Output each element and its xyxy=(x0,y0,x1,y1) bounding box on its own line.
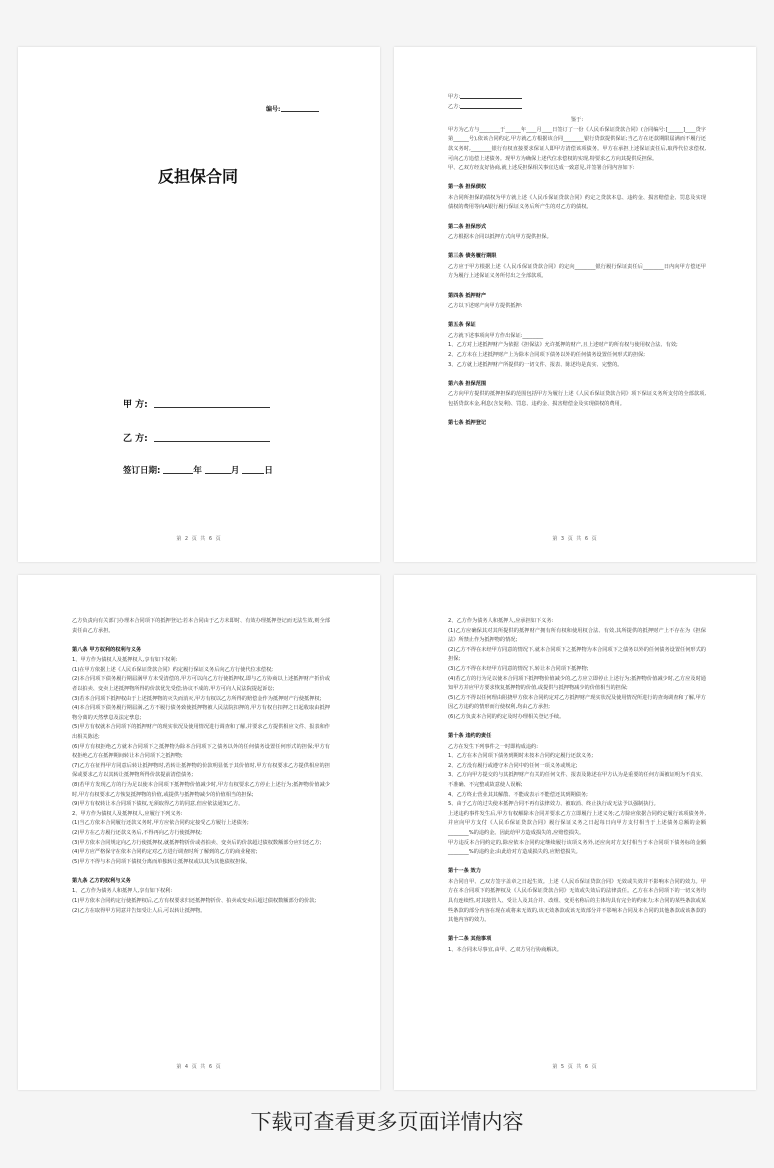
article-5-line: 3、乙方就上述抵押财产所提供的一切文件、报表、陈述均是真实、完整的。 xyxy=(448,361,623,368)
intro-paragraph-1: 甲方为乙方与________于______年____月____日签订了一份《人民币保证贷款合同》(合同编号:[______]____贷字第______号),依该合同约定,甲方就乙方根据该合同________银行贷款提供保证;当乙方在还款期限届满而不履行还款义务时,________银行有权直接要求保证人即甲方清偿该项债务。甲方在承担上述保证责任后,取得代位求偿权,可向乙方追偿上述债务。现甲方为确保上述代位求偿权的实现,特要求乙方向其提供反担保。 xyxy=(448,126,706,162)
paragraph: 乙方负责向有关部门办理本合同项下的抵押登记;若本合同由于乙方未即时、有效办理抵押登记而无法生效,则全部责任由乙方承担。 xyxy=(72,618,330,634)
article-9-line: (1)乙方应确保其对其所提供的抵押财产拥有所有权和使用权合法、有效,其所提供的抵押财产上不存在为《担保法》所禁止作为抵押物的情况; xyxy=(448,627,706,644)
page-2-body xyxy=(448,93,706,430)
article-8-line: (4)甲方应严格保守在依本合同约定对乙方进行调查时所了解到的乙方的商业秘密; xyxy=(72,849,258,856)
contract-page-3 xyxy=(18,575,380,1090)
article-8-line: (2)本合同项下债务履行期届满甲方未受清偿的,甲方可以向乙方行使抵押权,即与乙方协商以上述抵押财产折价或者以拍卖、变卖上述抵押物所得的价款优先受偿;协议不成的,甲方可向人民法院提起诉讼; xyxy=(72,676,330,693)
article-9-line: (2)乙方在取得甲方同意并告知受让人后,可以转让抵押物。 xyxy=(72,907,206,914)
serial-number-field xyxy=(266,104,319,113)
article-5-line: 1、乙方对上述抵押财产为依据《担保法》允许抵押的财产,且上述财产的所有权与使用权合法、有效; xyxy=(448,342,678,349)
article-10-line: 5、由于乙方的过失使本抵押合同不再有法律效力、被取消、终止执行或无法予以强制执行。 xyxy=(448,801,659,808)
article-6-title: 第六条 担保范围 xyxy=(448,380,487,387)
article-4-text: 乙方以下述财产向甲方提供抵押: xyxy=(448,303,523,310)
party-b-field xyxy=(123,431,270,444)
article-10-line: 4、乙方终止营业其其解散、不能或表示不能偿还其到期债务; xyxy=(448,791,588,798)
party-b-line: 乙方: xyxy=(448,103,706,113)
article-9-line: (4)若乙方的行为足以使本合同项下抵押物价值减少的,乙方应立即停止上述行为;抵押物价值减少时,乙方应及时通知甲方并应甲方要求恢复抵押物的价值,或提供与抵押物减少的价值相当的担保; xyxy=(448,675,706,692)
article-8-line: (3)若本合同项下抵押权由于上述抵押物的灭失而消灭,甲方有权以乙方所得的赔偿金作为抵押财产行使抵押权; xyxy=(72,695,322,702)
preface: 鉴于: xyxy=(570,117,584,124)
page-footer: 第 5 页 共 6 页 xyxy=(552,1064,598,1070)
article-10-line: 乙方在发生下列事件之一时即构成违约: xyxy=(448,743,538,750)
article-8-line: (5)甲方有权就本合同项下的抵押财产的现实状况及使用情况进行调查和了解,并要求乙方提供相应文件、报表和作出相关陈述; xyxy=(72,724,330,741)
contract-title: 反担保合同 xyxy=(158,167,239,186)
article-8-line: (2)甲方在乙方履行还款义务后,不得再向乙方行使抵押权; xyxy=(72,829,203,836)
article-10-line: 1、乙方在本合同项下债务到期时未按本合同约定履行还款义务; xyxy=(448,753,594,760)
article-8-line: (8)若甲方发现乙方的行为足以使本合同项下抵押物价值减少时,甲方有权要求乙方停止上述行为;抵押物价值减少时,甲方有权要求乙方恢复抵押物的价值,或提供与抵押物减少的价值相当的担保; xyxy=(72,782,330,798)
sign-day-line xyxy=(242,473,264,474)
article-5-title: 第五条 保证 xyxy=(448,322,476,329)
article-9-line: (5)乙方不得以任何理由阻挠甲方依本合同约定对乙方抵押财产现实状况及使用情况所进行的查询调查和了解,甲方因乙方违约的情形而行使权利,均由乙方承担; xyxy=(448,694,706,711)
article-5-line: 2、乙方未在上述抵押财产上为除本合同项下债务以外的任何债务设置任何形式的担保; xyxy=(448,351,645,358)
contract-page-2 xyxy=(394,47,756,562)
contract-page-cover xyxy=(18,47,380,562)
article-6-text: 乙方向甲方提供的抵押担保的范围包括甲方为履行上述《人民币保证贷款合同》项下保证义务所支付的全部款项,包括贷款本金,利息(含复利)、罚息、违约金、损害赔偿金及实现债权的费用。 xyxy=(448,391,706,407)
article-2-text: 乙方根据本合同以抵押方式向甲方提供担保。 xyxy=(448,234,552,241)
sign-year-line xyxy=(163,473,193,474)
article-12-title: 第十二条 其他事项 xyxy=(448,936,492,943)
party-a-line: 甲方: xyxy=(448,93,706,103)
article-9-title: 第九条 乙方的权利与义务 xyxy=(72,877,131,884)
article-10-line: 2、乙方没有履行或遵守本合同中的任何一项义务或规定; xyxy=(448,762,578,769)
page-4-body xyxy=(448,617,706,956)
sign-month-label: 月 xyxy=(230,466,240,476)
serial-number-line xyxy=(281,111,319,112)
article-9-line: (6)乙方负责本合同的约定及时办理相关登记手续。 xyxy=(448,713,565,720)
sign-date-field xyxy=(123,464,273,476)
article-10-title: 第十条 违约的责任 xyxy=(448,733,492,740)
intro-paragraph-2: 甲、乙双方经友好协商,就上述反担保相关事宜达成一致意见,并签署合同内容如下: xyxy=(448,165,635,172)
sign-date-label: 签订日期: xyxy=(123,466,161,476)
article-5-line: 乙方就下述事项向甲方作出保证:________ xyxy=(448,332,544,339)
article-10-line: 上述违约事件发生后,甲方有权解除本合同并要求乙方立即履行上述义务;乙方除应依据合同约定履行该项债务外,并应向甲方支付《人民币保证贷款合同》履行保证义务之日起每日向甲方支付相当于上述债务总额的金额________%的违约金。因此给甲方造成损失的,应赔偿损失。 xyxy=(448,810,706,836)
article-2-title: 第二条 担保形式 xyxy=(448,223,487,230)
article-8-line: (6)甲方有权拒绝乙方就本合同项下之抵押物为除本合同项下之债务以外的任何债务设置任何形式的担保;甲方有权拒绝乙方在抵押期间转让本合同项下之抵押物; xyxy=(72,743,330,760)
article-10-line: 甲方违反本合同约定的,除应依本合同约定继续履行该项义务外,还应向对方支付相当于本合同项下债务标的金额________%的违约金;由此给对方造成损失的,应赔偿损失。 xyxy=(448,839,706,856)
party-a-field xyxy=(123,397,270,410)
article-9-line: 2、乙方作为债务人和抵押人,应承担如下义务: xyxy=(448,618,554,624)
article-9-line: (3)乙方不得在未经甲方同意的情况下,转让本合同项下抵押物; xyxy=(448,665,589,672)
article-8-line: (3)甲方依本合同规定向乙方行使抵押权,就抵押物折价或者拍卖、变卖后的价款超过债权数额部分应归还乙方; xyxy=(72,839,322,846)
article-8-line: 2、甲方作为债权人及抵押权人,应履行下列义务: xyxy=(72,810,183,817)
article-8-line: (5)甲方不得与本合同项下债权分离而单独转让抵押权或以其为其他债权担保。 xyxy=(72,858,251,865)
page-footer: 第 4 页 共 6 页 xyxy=(176,1064,222,1070)
article-9-line: (1)甲方依本合同约定行使抵押权后,乙方有权要求归还抵押物折价、拍卖或变卖后超过债权数额部分的价款; xyxy=(72,898,317,905)
article-11-text: 本合同自甲、乙双方签字盖章之日起生效。上述《人民币保证贷款合同》无效或失效并不影响本合同的效力。甲方在本合同项下的抵押权及《人民币保证贷款合同》无效或失效后的法律责任。乙方在本合同项下的一切义务均具有连续性,对其接管人、受让人及其合并、改组、变更名称后的主体均具有完全的约束力;本合同的某些条款或某些条款的部分内容在现在或将来无效的,该无效条款或该无效部分并不影响本合同及本合同的其他条款或该条款的其他内容的效力。 xyxy=(448,878,706,924)
page-footer: 第 3 页 共 6 页 xyxy=(552,536,598,542)
page-footer: 第 2 页 共 6 页 xyxy=(176,536,222,542)
article-8-line: (7)乙方在征得甲方同意后转让抵押物时,若转让抵押物的价款明显低于其价值时,甲方有权要求乙方提供相应的担保或要求乙方以其转让抵押物所得价款提前清偿债务; xyxy=(72,762,330,779)
download-more-banner[interactable]: 下载可查看更多页面详情内容 xyxy=(250,1110,524,1134)
article-9-line: (2)乙方不得在未经甲方同意的情况下,就本合同项下之抵押物为本合同项下之债务以外的任何债务设置任何形式的担保; xyxy=(448,646,706,663)
article-1-text: 本合同所担保的债权为甲方就上述《人民币保证贷款合同》约定之贷款本息、违约金、损害赔偿金、罚息及实现债权的费用等向A银行履行保证义务后所产生的对乙方的债权。 xyxy=(448,194,706,211)
article-11-title: 第十一条 效力 xyxy=(448,868,481,875)
party-b-line xyxy=(154,441,270,442)
sign-day-label: 日 xyxy=(264,466,273,476)
article-10-line: 3、乙方向甲方提交的与其抵押财产有关的任何文件、报表及陈述在甲方认为是重要的任何方面被证明为不真实、不准确、不完整或故意使人误解; xyxy=(448,772,706,788)
article-12-text: 1、本合同未尽事宜,由甲、乙双方另行协商解决。 xyxy=(448,946,562,953)
article-8-title: 第八条 甲方权利的权利与义务 xyxy=(72,646,142,653)
article-7-title: 第七条 抵押登记 xyxy=(448,419,487,426)
article-3-text: 乙方应于甲方根据上述《人民币保证贷款合同》的定向________银行履行保证责任后________日内向甲方偿还甲方为履行上述保证义务所付出之全部款项。 xyxy=(448,263,706,280)
sign-year-label: 年 xyxy=(193,466,202,476)
serial-number-label: 编号: xyxy=(266,106,281,113)
party-b-label: 乙 方: xyxy=(123,434,148,444)
article-3-title: 第三条 债务履行期限 xyxy=(448,253,497,260)
party-a-label: 甲 方: xyxy=(123,400,148,410)
article-8-line: (4)本合同项下债务履行期届满,乙方不履行债务致使抵押物被人民法院扣押的,甲方有权自扣押之日起收取由抵押物分离的天然孳息及法定孳息; xyxy=(72,705,330,721)
sign-month-line xyxy=(205,473,231,474)
page-3-body xyxy=(72,617,330,916)
article-8-line: (1)在甲方依据上述《人民币保证贷款合同》约定履行保证义务后向乙方行使代位求偿权; xyxy=(72,666,274,673)
contract-page-4 xyxy=(394,575,756,1090)
article-9-line: 1、乙方作为债务人和抵押人,享有如下权利: xyxy=(72,888,173,895)
article-4-title: 第四条 抵押财产 xyxy=(448,292,487,299)
party-a-line xyxy=(154,407,270,408)
article-1-title: 第一条 担保债权 xyxy=(448,184,487,191)
article-8-line: (9)甲方有权转让本合同项下债权,无须取得乙方的同意,但应依法通知乙方。 xyxy=(72,801,244,808)
article-8-line: 1、甲方作为债权人及抵押权人,享有如下权利: xyxy=(72,657,178,664)
article-8-line: (1)当乙方依本合同履行还款义务时,甲方应依合同约定接受乙方履行上述债务; xyxy=(72,820,249,827)
